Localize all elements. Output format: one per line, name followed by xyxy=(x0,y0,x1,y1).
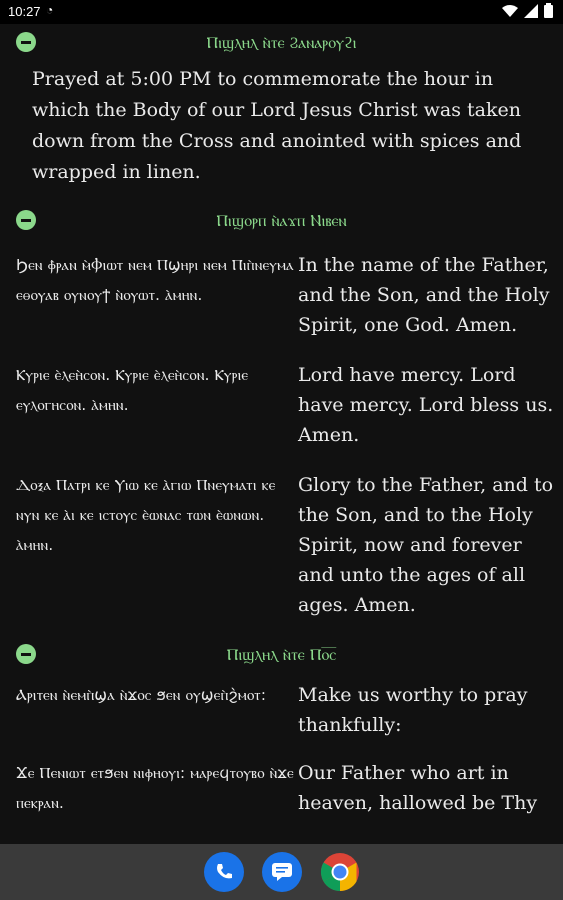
status-time: 10:27 xyxy=(8,4,41,19)
signal-icon xyxy=(524,4,538,18)
prayer-row xyxy=(0,250,563,340)
coptic-text: Ϧⲉⲛ ⲫ̀ⲣⲁⲛ ⲙ̀Ⲫⲓⲱⲧ ⲛⲉⲙ Ⲡϣⲏⲣⲓ ⲛⲉⲙ Ⲡⲓⲡ̀ⲛⲉⲩⲙⲁ ⲉⲑⲟⲩⲁⲃ ⲟⲩⲛⲟⲩϯ ⲛ̀ⲟⲩⲱⲧ. ⲁ̀ⲙⲏⲛ. xyxy=(16,256,294,304)
section-title: Ⲡⲓϣⲟⲣⲡ ⲛ̀ⲁϫⲡ Ⲛⲓⲃⲉⲛ xyxy=(216,211,347,230)
status-bar xyxy=(0,0,563,24)
english-text: Lord have mercy. Lord have mercy. Lord bless us. Amen. xyxy=(298,364,554,446)
coptic-text: Ϫⲉ Ⲡⲉⲛⲓⲱⲧ ⲉⲧϧⲉⲛ ⲛⲓⲫⲏⲟⲩⲓ: ⲙⲁⲣⲉϥⲧⲟⲩⲃⲟ ⲛ̀ϫⲉ ⲡⲉⲕⲣⲁⲛ. xyxy=(16,764,294,812)
prayer-row xyxy=(0,360,563,450)
english-text: Make us worthy to pray thankfully: xyxy=(298,684,528,736)
prayer-content[interactable] xyxy=(0,24,563,844)
prayer-row xyxy=(0,470,563,620)
coptic-text: Ⲁⲣⲓⲧⲉⲛ ⲛ̀ⲉⲙⲡ̀ϣⲁ ⲛ̀ϫⲟⲥ ϧⲉⲛ ⲟⲩϣⲉⲡ̀ϩ̀ⲙⲟⲧ: xyxy=(16,686,267,704)
section-header[interactable] xyxy=(0,636,563,672)
english-text: Glory to the Father, and to the Son, and to the Holy Spirit, now and forever and unto the ages of all ages. Amen. xyxy=(298,474,554,616)
prayer-row xyxy=(0,758,563,818)
coptic-text: Ⲇⲟⲝⲁ Ⲡⲁⲧⲣⲓ ⲕⲉ Ⲩⲓⲱ ⲕⲉ ⲁ̀ⲅⲓⲱ Ⲡⲛⲉⲩⲙⲁⲧⲓ ⲕⲉ ⲛⲩⲛ ⲕⲉ ⲁ̀ⲓ ⲕⲉ ⲓⲥⲧⲟⲩⲥ ⲉ̀ⲱⲛⲁⲥ ⲧⲱⲛ ⲉ̀ⲱⲛⲱⲛ. ⲁ̀ⲙⲏⲛ. xyxy=(16,476,276,554)
wifi-icon xyxy=(502,4,518,18)
section-header[interactable] xyxy=(0,202,563,238)
chrome-icon xyxy=(320,852,360,892)
section-header[interactable] xyxy=(0,24,563,60)
battery-icon xyxy=(544,3,553,18)
chrome-app-button[interactable] xyxy=(320,852,360,892)
section-title: Ⲡⲓϣⲗⲏⲗ ⲛ̀ⲧⲉ Ϩⲁⲛⲁⲣⲟⲩϩⲓ xyxy=(206,33,357,52)
section-title: Ⲡⲓϣⲗⲏⲗ ⲛ̀ⲧⲉ Ⲡⲟ̅ⲥ̅ xyxy=(226,645,337,664)
phone-icon xyxy=(214,862,234,882)
navigation-bar xyxy=(0,844,563,900)
english-text: In the name of the Father, and the Son, and the Holy Spirit, one God. Amen. xyxy=(298,254,550,336)
english-text: Our Father who art in heaven, hallowed be Thy xyxy=(298,762,538,814)
phone-app-button[interactable] xyxy=(204,852,244,892)
message-icon xyxy=(271,862,293,882)
status-icons xyxy=(502,3,553,18)
notification-icon: ◔ xyxy=(46,3,54,17)
messages-app-button[interactable] xyxy=(262,852,302,892)
coptic-text: Ⲕⲩⲣⲓⲉ ⲉ̀ⲗⲉⲏ̀ⲥⲟⲛ. Ⲕⲩⲣⲓⲉ ⲉ̀ⲗⲉⲏ̀ⲥⲟⲛ. Ⲕⲩⲣⲓⲉ ⲉⲩⲗⲟⲅⲏⲥⲟⲛ. ⲁ̀ⲙⲏⲛ. xyxy=(16,366,249,414)
section-description: Prayed at 5:00 PM to commemorate the hour in which the Body of our Lord Jesus Christ was taken down from the Cross and anointed with spices and wrapped in linen. xyxy=(32,68,522,183)
prayer-row xyxy=(0,680,563,740)
